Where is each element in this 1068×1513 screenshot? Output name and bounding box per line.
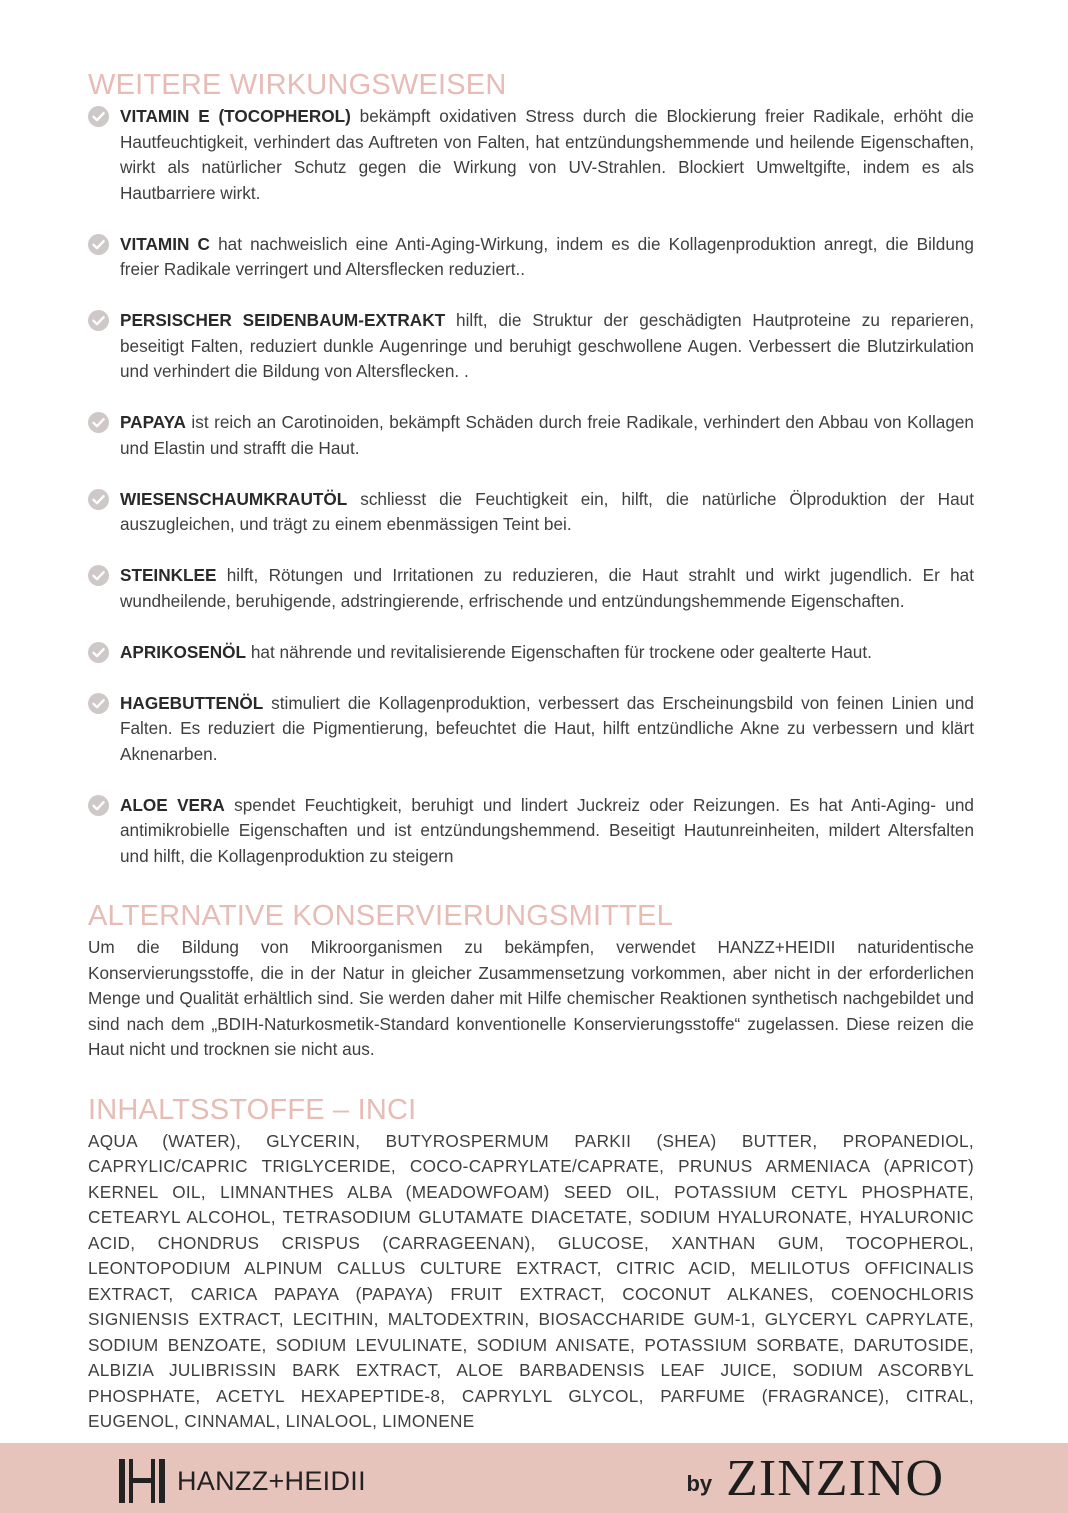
benefit-item (88, 410, 974, 461)
benefits-list (88, 104, 974, 869)
benefit-item (88, 487, 974, 538)
hanzz-heidii-logo (117, 1459, 366, 1503)
zinzino-logo (686, 1451, 944, 1507)
benefit-text: hilft, Rötungen und Irritationen zu reduzieren, die Haut strahlt und wirkt jugendlich. Er hat wundheilende, beruhigende, adstringierende, erfrischende und entzündungshemmende Eigenschaften. (120, 565, 974, 611)
benefit-term: APRIKOSENÖL (120, 641, 247, 662)
check-circle-icon (88, 565, 109, 586)
benefit-term: PAPAYA (120, 412, 186, 432)
by-label: by (686, 1471, 713, 1496)
section-title-benefits: WEITERE WIRKUNGSWEISEN (88, 69, 507, 101)
preservatives-text: Um die Bildung von Mikroorganismen zu bekämpfen, verwendet HANZZ+HEIDII naturidentische Konservierungsstoffe, die in der Natur in gleicher Zusammensetzung vorkommen, aber nicht in der erforderlichen Menge und Qualität erhältlich sind. Sie werden daher mit Hilfe chemischer Reaktionen synthetisch nachgebildet und sind nach dem „BDIH-Naturkosmetik-Standard konventionelle Konservierungsstoffe“ zugelassen. Diese reizen die Haut nicht und trocknen sie nicht aus. (88, 937, 974, 1059)
footer-bar (0, 1443, 1068, 1513)
benefit-term: WIESENSCHAUMKRAUTÖL (120, 488, 348, 509)
check-circle-icon (88, 412, 109, 433)
preservatives-section (88, 899, 974, 1063)
benefit-term: PERSISCHER SEIDENBAUM-EXTRAKT (120, 310, 446, 330)
benefit-item (88, 640, 974, 666)
inci-text: AQUA (WATER), GLYCERIN, BUTYROSPERMUM PARKII (SHEA) BUTTER, PROPANEDIOL, CAPRYLIC/CAPRIC TRIGLYCERIDE, COCO-CAPRYLATE/CAPRATE, PRUNUS ARMENIACA (APRICOT) KERNEL OIL, LIMNANTHES ALBA (MEADOWFOAM) SEED OIL, POTASSIUM CETYL PHOSPHATE, CETEARYL ALCOHOL, TETRASODIUM GLUTAMATE DIACETATE, SODIUM HYALURONATE, HYALURONIC ACID, CHONDRUS CRISPUS (CARRAGEENAN), GLUCOSE, XANTHAN GUM, TOCOPHEROL, LEONTOPODIUM ALPINUM CALLUS CULTURE EXTRACT, CITRIC ACID, MELILOTUS OFFICINALIS EXTRACT, CARICA PAPAYA (PAPAYA) FRUIT EXTRACT, COCONUT ALKANES, COENOCHLORIS SIGNIENSIS EXTRACT, LECITHIN, MALTODEXTRIN, BIOSACCHARIDE GUM-1, GLYCERYL CAPRYLATE, SODIUM BENZOATE, SODIUM LEVULINATE, SODIUM ANISATE, POTASSIUM SORBATE, DARUTOSIDE, ALBIZIA JULIBRISSIN BARK EXTRACT, ALOE BARBADENSIS LEAF JUICE, SODIUM ASCORBYL PHOSPHATE, ACETYL HEXAPEPTIDE-8, CAPRYLYL GLYCOL, PARFUME (FRAGRANCE), CITRAL, EUGENOL, CINNAMAL, LINALOOL, LIMONENE (88, 1130, 974, 1431)
benefit-term: ALOE VERA (120, 794, 225, 815)
hh-monogram-icon (117, 1459, 169, 1503)
check-circle-icon (88, 642, 109, 663)
check-circle-icon (88, 106, 109, 127)
benefit-text: hilft, die Struktur der geschädigten Hautproteine zu reparieren, beseitigt Falten, reduziert dunkle Augenringe und beruhigt geschwollene Augen. Verbessert die Blutzirkulation und verhindert die Bildung von Altersflecken. . (120, 310, 974, 381)
benefit-item (88, 563, 974, 614)
benefit-term: VITAMIN E (TOCOPHEROL) (120, 106, 351, 126)
check-circle-icon (88, 234, 109, 255)
benefit-term: HAGEBUTTENÖL (120, 692, 264, 713)
section-title-inci: INHALTSSTOFFE – INCI (88, 1093, 417, 1126)
check-circle-icon (88, 310, 109, 331)
brand-name-left: HANZZ+HEIDII (177, 1465, 366, 1496)
benefit-text: schliesst die Feuchtigkeit ein, hilft, die natürliche Ölproduktion der Haut auszugleichen, und trägt zu einem ebenmässigen Teint bei. (120, 488, 974, 534)
benefit-text: bekämpft oxidativen Stress durch die Blockierung freier Radikale, erhöht die Hautfeuchtigkeit, verhindert das Auftreten von Falten, hat entzündungshemmende und heilende Eigenschaften, wirkt als natürlicher Schutz gegen die Wirkung von UV-Strahlen. Blockiert Umweltgifte, indem es als Hautbarriere wirkt. (120, 106, 974, 203)
benefit-item (88, 104, 974, 206)
benefit-text: spendet Feuchtigkeit, beruhigt und lindert Juckreiz oder Reizungen. Es hat Anti-Aging- und antimikrobielle Eigenschaften und ist entzündungshemmend. Beseitigt Hautunreinheiten, mildert Altersfalten und hilft, die Kollagenproduktion zu steigern (120, 794, 974, 866)
section-title-preservatives: ALTERNATIVE KONSERVIERUNGSMITTEL (88, 900, 673, 932)
benefit-text: hat nährende und revitalisierende Eigenschaften für trockene oder gealterte Haut. (246, 641, 872, 662)
benefit-item (88, 308, 974, 385)
benefit-item (88, 691, 974, 768)
inci-section (88, 1093, 974, 1435)
brand-name-right: ZINZINO (726, 1450, 944, 1507)
benefit-term: VITAMIN C (120, 233, 210, 254)
benefit-text: stimuliert die Kollagenproduktion, verbessert das Erscheinungsbild von feinen Linien und Falten. Es reduziert die Pigmentierung, befeuchtet die Haut, hilft entzündliche Akne zu verbessern und klärt Aknenarben. (120, 692, 974, 764)
benefit-text: ist reich an Carotinoiden, bekämpft Schäden durch freie Radikale, verhindert den Abbau von Kollagen und Elastin und strafft die Haut. (120, 412, 974, 458)
document-page (88, 68, 974, 1435)
check-circle-icon (88, 693, 109, 714)
check-circle-icon (88, 489, 109, 510)
benefit-item (88, 793, 974, 870)
check-circle-icon (88, 795, 109, 816)
benefit-text: hat nachweislich eine Anti-Aging-Wirkung, indem es die Kollagenproduktion anregt, die Bildung freier Radikale verringert und Altersflecken reduziert.. (120, 233, 974, 279)
benefit-item (88, 232, 974, 283)
benefit-term: STEINKLEE (120, 565, 217, 585)
